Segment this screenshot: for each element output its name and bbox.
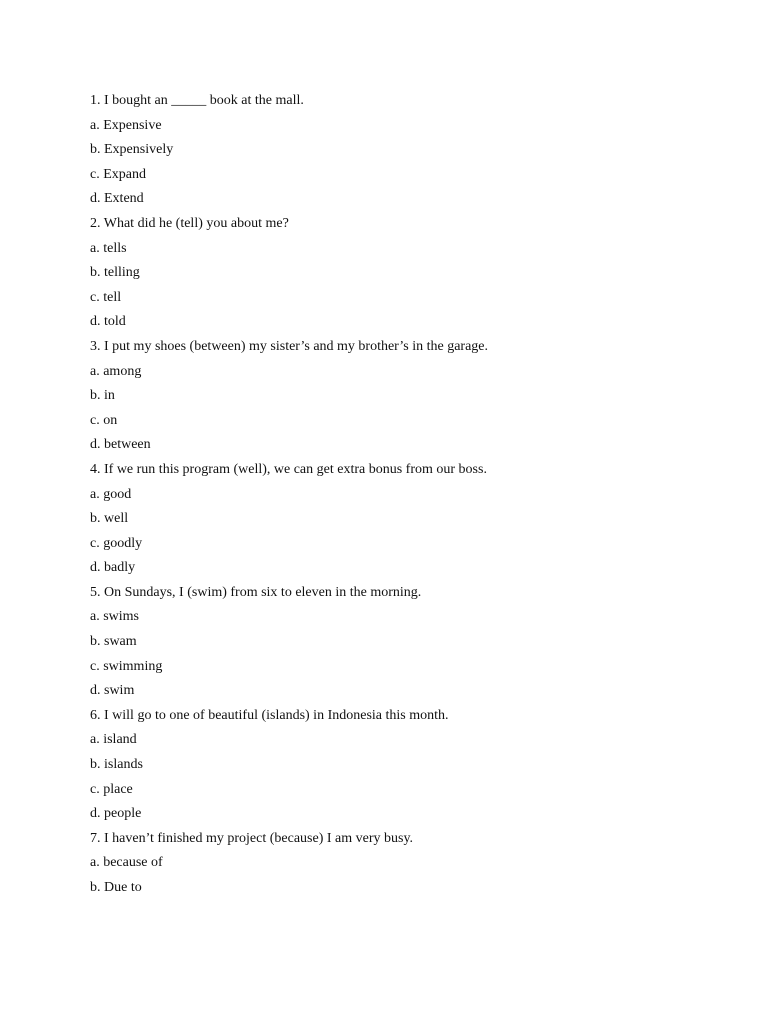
option-3c: c. on [90, 412, 118, 428]
option-2a: a. tells [90, 240, 127, 256]
option-6d: d. people [90, 806, 142, 822]
option-4c: c. goodly [90, 535, 143, 551]
option-7b: b. Due to [90, 880, 142, 895]
option-7a: a. because of [90, 855, 163, 871]
option-3d: d. between [90, 437, 151, 453]
option-1b: b. Expensively [90, 142, 174, 158]
option-4b: b. well [90, 511, 129, 527]
option-6b: b. islands [90, 757, 143, 773]
question-stem-5: 5. On Sundays, I (swim) from six to eleven in the morning. [90, 584, 422, 600]
option-1d: d. Extend [90, 191, 144, 207]
quiz-document [90, 89, 730, 901]
question-stem-7: 7. I haven’t finished my project (because) I am very busy. [90, 830, 414, 846]
question-stem-6: 6. I will go to one of beautiful (islands) in Indonesia this month. [90, 707, 449, 723]
question-stem-4: 4. If we run this program (well), we can get extra bonus from our boss. [90, 461, 487, 477]
option-6a: a. island [90, 732, 137, 748]
option-2d: d. told [90, 314, 126, 330]
option-1a: a. Expensive [90, 117, 162, 133]
option-5b: b. swam [90, 634, 137, 650]
option-4a: a. good [90, 486, 132, 502]
option-5c: c. swimming [90, 658, 163, 674]
option-3b: b. in [90, 388, 115, 404]
question-stem-3: 3. I put my shoes (between) my sister’s and my brother’s in the garage. [90, 338, 489, 354]
option-6c: c. place [90, 781, 133, 797]
option-3a: a. among [90, 363, 142, 379]
option-2c: c. tell [90, 289, 122, 305]
option-4d: d. badly [90, 560, 136, 576]
option-5a: a. swims [90, 609, 139, 625]
question-stem-2: 2. What did he (tell) you about me? [90, 215, 289, 231]
option-1c: c. Expand [90, 166, 146, 182]
option-2b: b. telling [90, 265, 140, 281]
question-stem-1: 1. I bought an _____ book at the mall. [90, 93, 304, 108]
option-5d: d. swim [90, 683, 135, 699]
